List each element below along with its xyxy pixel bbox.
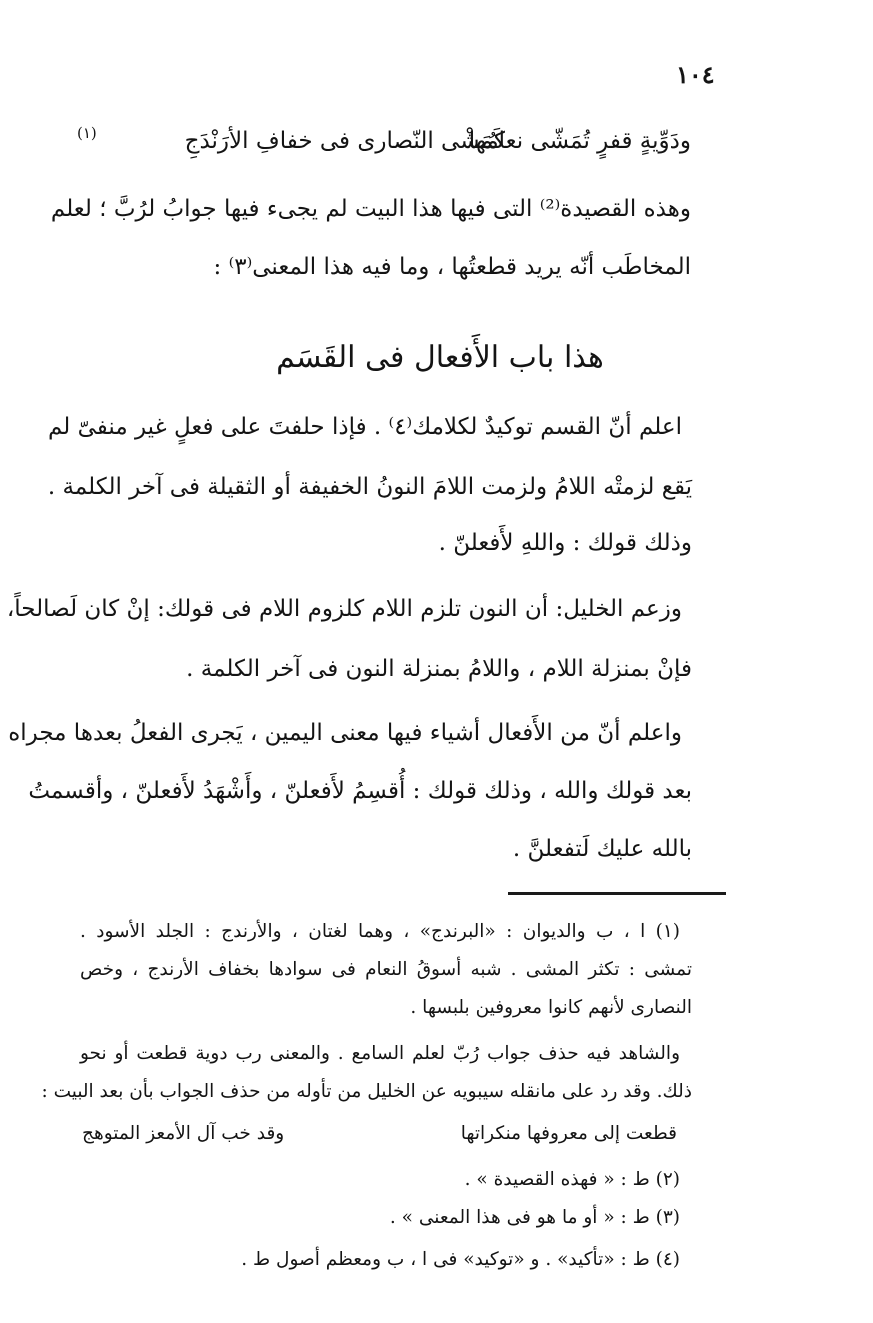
- p3-line-2: بعد قولك والله ، وذلك قولك : أُقسِمُ لأَفعلنّ ، وأَشْهَدُ لأَفعلنّ ، وأقسمتُ: [28, 778, 692, 804]
- verse-right-hemistich: ودَوِّيةٍ قفرٍ تُمَشّى نعامُها: [468, 128, 691, 154]
- footnote-marker: (١): [77, 124, 97, 142]
- chapter-title: هذا باب الأَفعال فى القَسَم: [276, 340, 604, 375]
- intro-line-2: المخاطَب أنّه يريد قطعتُها ، وما فيه هذا المعنى⁽٣⁾ :: [213, 254, 691, 280]
- p3-line-1: واعلم أنّ من الأَفعال أشياء فيها معنى اليمين ، يَجرى الفعلُ بعدها مجراه: [8, 720, 682, 746]
- intro-line-1: وهذه القصيدة⁽²⁾ التى فيها هذا البيت لم يجىء فيها جوابُ لرُبَّ ؛ لعلم: [50, 196, 691, 222]
- footnote-1-cont-line-1: والشاهد فيه حذف جواب رُبّ لعلم السامع . والمعنى رب دوية قطعت أو نحو: [80, 1043, 680, 1064]
- p3-line-3: بالله عليك لَتفعلنَّ .: [512, 836, 692, 862]
- page-number: ١٠٤: [676, 60, 715, 89]
- footnote-verse-right: قطعت إلى معروفها منكراتها: [460, 1123, 677, 1144]
- footnote-2: (٢) ط : « فهذه القصيدة » .: [464, 1169, 680, 1190]
- p1-line-2: يَقع لزمتْه اللامُ ولزمت اللامَ النونُ الخفيفة أو الثقيلة فى آخر الكلمة .: [47, 474, 692, 500]
- footnote-verse-left: وقد خب آل الأمعز المتوهج: [82, 1123, 285, 1144]
- footnote-1-line-2: تمشى : تكثر المشى . شبه أسوقُ النعام فى سوادها بخفاف الأرندج ، وخص: [80, 959, 692, 980]
- p1-line-3: وذلك قولك : واللهِ لأَفعلنّ .: [438, 530, 692, 556]
- verse-left-hemistich: كَمَشْى النّصارى فى خفافِ الأرَنْدَجِ: [184, 128, 505, 154]
- footnote-1-line-3: النصارى لأنهم كانوا معروفين بلبسها .: [410, 997, 692, 1018]
- p2-line-2: فإنْ بمنزلة اللام ، واللامُ بمنزلة النون فى آخر الكلمة .: [186, 656, 692, 682]
- p2-line-1: وزعم الخليل: أن النون تلزم اللام كلزوم اللام فى قولك: إنْ كان لَصالحاً،: [6, 596, 682, 622]
- p1-line-1: اعلم أنّ القسم توكيدٌ لكلامك⁽٤⁾ . فإذا حلفتَ على فعلٍ غير منفىّ لم: [47, 414, 682, 440]
- footnote-3: (٣) ط : « أو ما هو فى هذا المعنى » .: [389, 1207, 680, 1228]
- footnote-1-cont-line-2: ذلك. وقد رد على مانقله سيبويه عن الخليل من تأوله من حذف الجواب بأن بعد البيت :: [41, 1081, 692, 1102]
- footnote-1-line-1: (١) ا ، ب والديوان : «البرندج» ، وهما لغتان ، والأرندج : الجلد الأسود .: [80, 921, 680, 942]
- footnote-4: (٤) ط : «تأكيد» . و «توكيد» فى ا ، ب ومعظم أصول ط .: [241, 1249, 680, 1270]
- footnote-separator: [508, 892, 726, 895]
